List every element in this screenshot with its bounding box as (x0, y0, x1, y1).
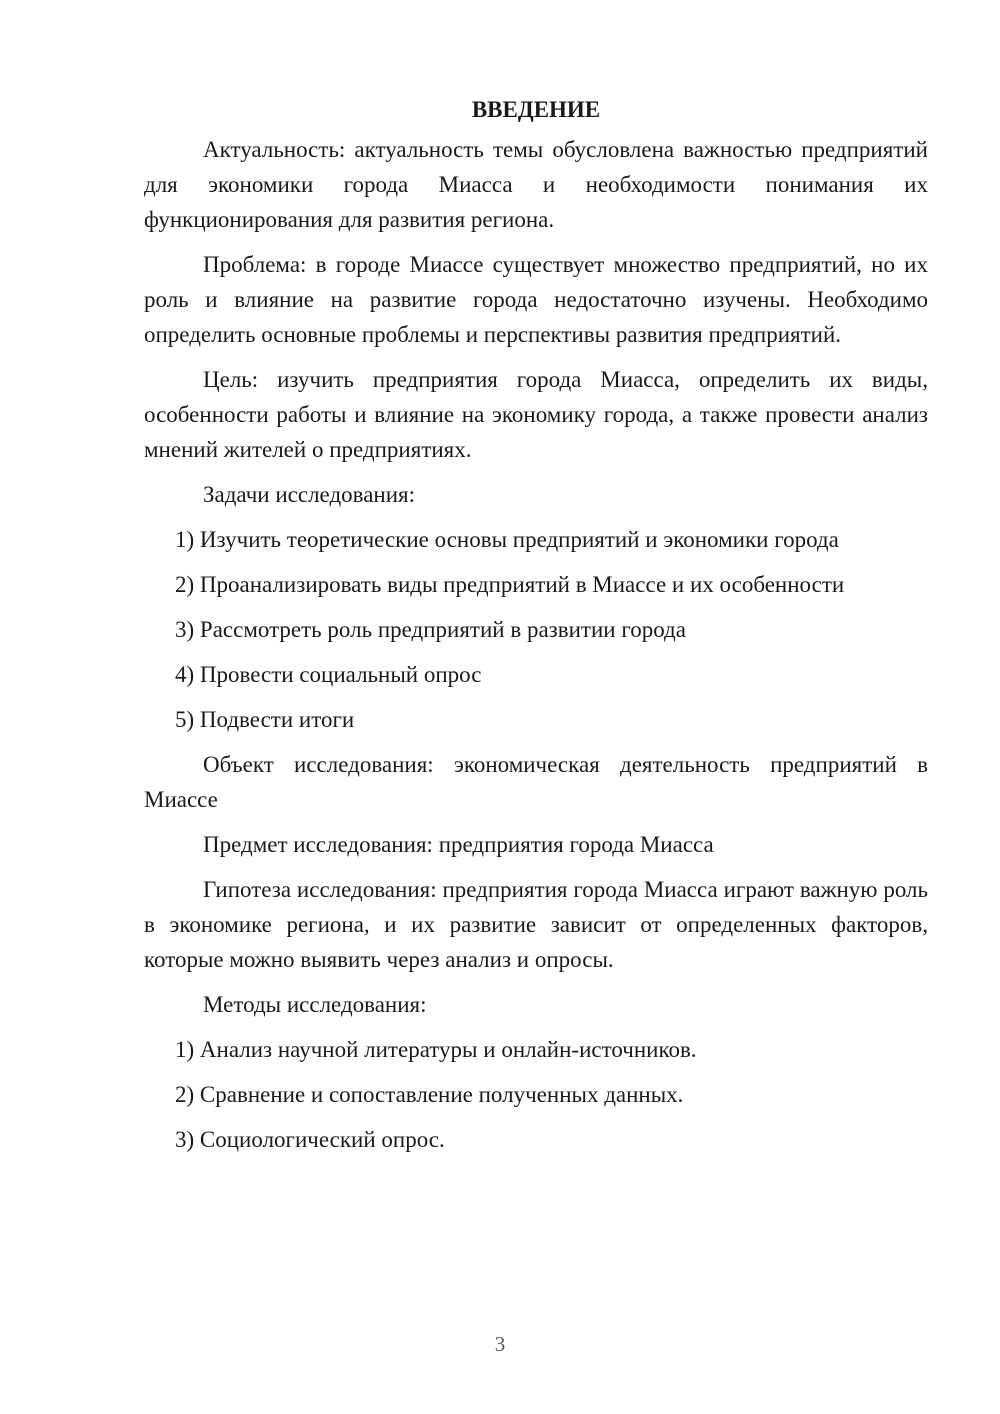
goal-paragraph: Цель: изучить предприятия города Миасса, определить их виды, особенности работы и влияние на экономику города, а также провести анализ мнений жителей о предприятиях. (144, 367, 928, 462)
object-paragraph: Объект исследования: экономическая деятельность предприятий в Миассе (144, 752, 928, 812)
task-item: 2) Проанализировать виды предприятий в Миассе и их особенности (175, 572, 845, 597)
method-item: 1) Анализ научной литературы и онлайн-источников. (175, 1037, 697, 1062)
section-title: ВВЕДЕНИЕ (471, 97, 601, 122)
problem-paragraph: Проблема: в городе Миассе существует множество предприятий, но их роль и влияние на развитие города недостаточно изучены. Необходимо определить основные проблемы и перспективы развития предприятий. (144, 252, 928, 347)
method-item: 3) Социологический опрос. (175, 1127, 445, 1152)
subject-paragraph: Предмет исследования: предприятия города Миасса (203, 832, 714, 857)
task-item: 3) Рассмотреть роль предприятий в развитии города (175, 617, 686, 642)
task-item: 1) Изучить теоретические основы предприятий и экономики города (175, 527, 839, 552)
page-number: 3 (494, 1332, 506, 1356)
methods-heading: Методы исследования: (203, 992, 427, 1017)
method-item: 2) Сравнение и сопоставление полученных данных. (175, 1082, 684, 1107)
tasks-heading: Задачи исследования: (203, 482, 416, 507)
tasks-list (144, 522, 928, 737)
page-content (144, 92, 928, 1167)
hypothesis-paragraph: Гипотеза исследования: предприятия города Миасса играют важную роль в экономике региона, и их развитие зависит от определенных факторов, которые можно выявить через анализ и опросы. (144, 877, 928, 972)
relevance-paragraph: Актуальность: актуальность темы обусловлена важностью предприятий для экономики города Миасса и необходимости понимания их функционирования для развития региона. (144, 137, 928, 232)
task-item: 5) Подвести итоги (175, 707, 355, 732)
task-item: 4) Провести социальный опрос (175, 662, 482, 687)
methods-list (144, 1032, 928, 1157)
